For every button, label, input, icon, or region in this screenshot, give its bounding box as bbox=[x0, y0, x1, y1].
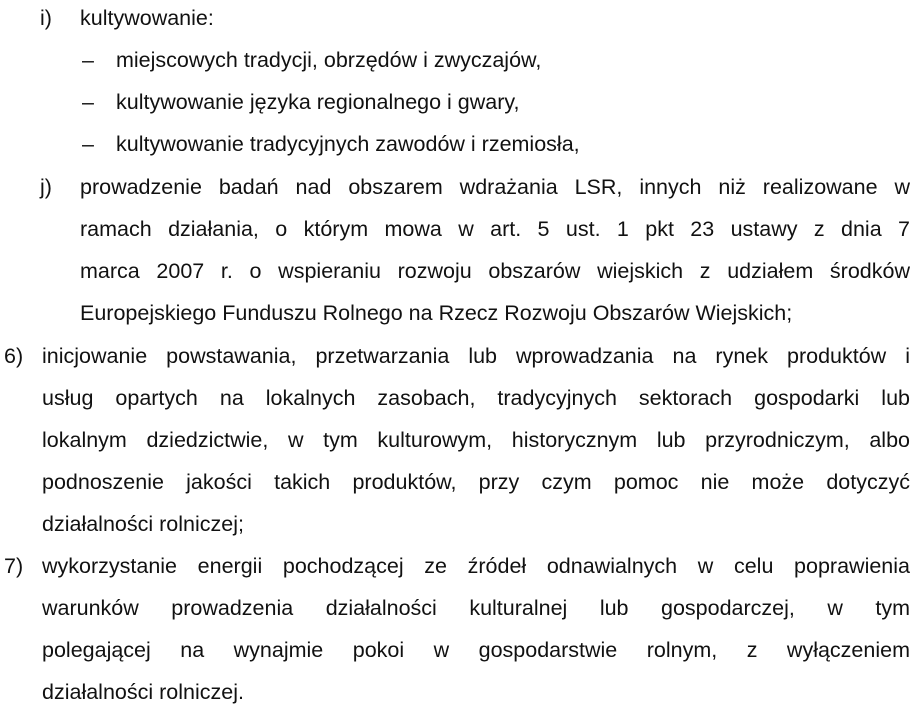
paragraph-line: polegającej na wynajmie pokoi w gospodarstwie rolnym, z wyłączeniem bbox=[42, 638, 910, 662]
paragraph-line: wykorzystanie energii pochodzącej ze źródeł odnawialnych w celu poprawienia bbox=[42, 554, 910, 578]
paragraph-line: Europejskiego Funduszu Rolnego na Rzecz Rozwoju Obszarów Wiejskich; bbox=[80, 301, 793, 325]
dash-marker: – bbox=[82, 48, 94, 72]
list-marker: j) bbox=[40, 175, 52, 199]
paragraph-line: ramach działania, o którym mowa w art. 5 ust. 1 pkt 23 ustawy z dnia 7 bbox=[80, 217, 910, 241]
list-item-text: kultywowanie: bbox=[80, 6, 214, 30]
paragraph-line: inicjowanie powstawania, przetwarzania lub wprowadzania na rynek produktów i bbox=[42, 344, 910, 368]
list-marker: 7) bbox=[4, 554, 24, 578]
dash-marker: – bbox=[82, 132, 94, 156]
paragraph-line: działalności rolniczej. bbox=[42, 680, 244, 704]
sub-item-text: kultywowanie języka regionalnego i gwary, bbox=[116, 90, 520, 114]
paragraph-line: działalności rolniczej; bbox=[42, 512, 244, 536]
paragraph-line: warunków prowadzenia działalności kulturalnej lub gospodarczej, w tym bbox=[42, 596, 910, 620]
list-marker: i) bbox=[40, 6, 52, 30]
sub-item-text: miejscowych tradycji, obrzędów i zwyczajów, bbox=[116, 48, 542, 72]
paragraph-line: usług opartych na lokalnych zasobach, tradycyjnych sektorach gospodarki lub bbox=[42, 386, 910, 410]
paragraph-line: marca 2007 r. o wspieraniu rozwoju obszarów wiejskich z udziałem środków bbox=[80, 259, 910, 283]
dash-marker: – bbox=[82, 90, 94, 114]
paragraph-line: prowadzenie badań nad obszarem wdrażania LSR, innych niż realizowane w bbox=[80, 175, 910, 199]
sub-item-text: kultywowanie tradycyjnych zawodów i rzemiosła, bbox=[116, 132, 580, 156]
list-marker: 6) bbox=[4, 344, 24, 368]
paragraph-line: podnoszenie jakości takich produktów, przy czym pomoc nie może dotyczyć bbox=[42, 470, 910, 494]
paragraph-line: lokalnym dziedzictwie, w tym kulturowym, historycznym lub przyrodniczym, albo bbox=[42, 428, 910, 452]
